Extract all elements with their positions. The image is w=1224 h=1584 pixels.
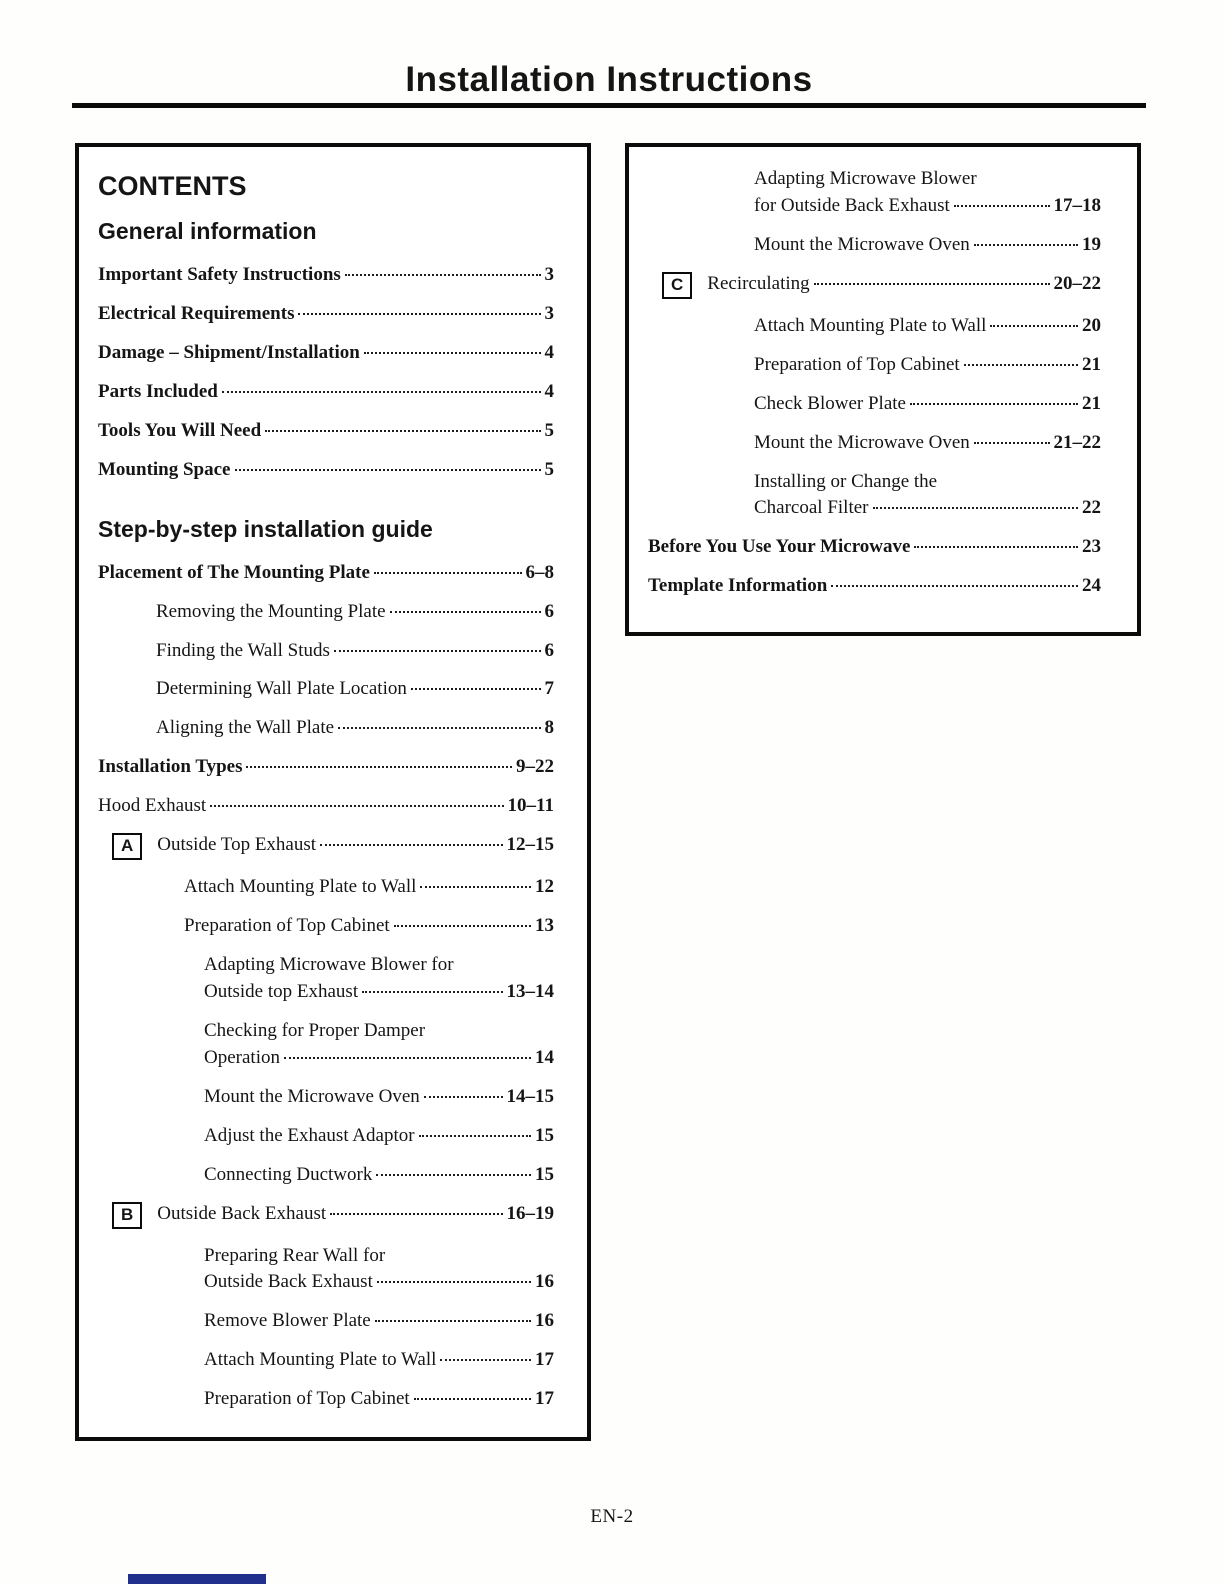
group-subheading: Step-by-step installation guide — [98, 515, 433, 542]
toc-entry-page: 14–15 — [506, 1085, 554, 1107]
toc-entry-line — [648, 574, 1101, 598]
toc-entry-page: 20–22 — [1053, 272, 1101, 294]
toc-entry-label: Electrical Requirements — [98, 302, 295, 324]
toc-entry-lines — [707, 272, 1101, 296]
toc-entry-lines — [754, 314, 1101, 338]
toc-entry-lines — [98, 302, 554, 326]
section-letter-badge: A — [112, 833, 142, 860]
toc-entry — [98, 1244, 554, 1295]
toc-entry-page: 17 — [535, 1349, 554, 1371]
toc-entry-page: 14 — [535, 1046, 554, 1068]
toc-entry-label: Attach Mounting Plate to Wall — [204, 1349, 437, 1371]
toc-entry-line — [156, 600, 554, 624]
toc-entry-lines — [204, 1309, 554, 1333]
toc-entry-lines — [754, 353, 1101, 377]
toc-entry-line — [204, 1085, 554, 1109]
toc-entry-label: Preparation of Top Cabinet — [754, 353, 960, 375]
dot-leader — [964, 364, 1078, 366]
toc-entry-label: for Outside Back Exhaust — [754, 194, 950, 216]
toc-entry-label: Attach Mounting Plate to Wall — [184, 876, 417, 898]
toc-entry-line — [754, 392, 1101, 416]
toc-entry — [98, 1387, 554, 1411]
toc-entry-lines — [204, 1019, 554, 1070]
toc-entry-page: 5 — [544, 458, 554, 480]
toc-entry-page: 5 — [544, 419, 554, 441]
toc-entry-page: 17–18 — [1053, 194, 1101, 216]
toc-entry-page: 21–22 — [1053, 431, 1101, 453]
toc-entry-page: 9–22 — [516, 756, 554, 778]
toc-entry-label: Mount the Microwave Oven — [754, 431, 970, 453]
dot-leader — [375, 1320, 531, 1322]
dot-leader — [338, 727, 540, 729]
toc-entry — [98, 1348, 554, 1372]
toc-entry-lines — [157, 1202, 554, 1226]
toc-entry-page: 3 — [544, 302, 554, 324]
toc-entry-lines — [98, 419, 554, 443]
dot-leader — [394, 925, 531, 927]
dot-leader — [374, 572, 522, 574]
toc-entry-line — [754, 431, 1101, 455]
toc-entry — [98, 794, 554, 818]
toc-entry — [98, 263, 554, 287]
toc-entry — [648, 353, 1101, 377]
toc-entry-page: 6 — [544, 600, 554, 622]
toc-entry-label: Check Blower Plate — [754, 392, 906, 414]
toc-entry-page: 12 — [535, 876, 554, 898]
dot-leader — [873, 507, 1079, 509]
toc-entry-lines — [648, 574, 1101, 598]
toc-entry-line — [204, 1244, 554, 1268]
toc-entry-page: 20 — [1082, 314, 1101, 336]
toc-entry-label: Mounting Space — [98, 458, 231, 480]
toc-entry-page: 16 — [535, 1271, 554, 1293]
dot-leader — [414, 1398, 531, 1400]
toc-entry-line — [98, 263, 554, 287]
toc-entry-label: Outside top Exhaust — [204, 980, 359, 1002]
toc-entry-label: Important Safety Instructions — [98, 264, 341, 285]
toc-entry-page: 17 — [535, 1388, 554, 1410]
toc-entry-line — [204, 1309, 554, 1333]
toc-entry-label: Mount the Microwave Oven — [204, 1085, 420, 1107]
toc-entry-label: Outside Back Exhaust — [204, 1271, 373, 1293]
toc-entry-line — [754, 314, 1101, 338]
toc-entry — [648, 314, 1101, 338]
dot-leader — [914, 546, 1078, 548]
toc-entry-line — [204, 1046, 554, 1070]
dot-leader — [390, 611, 541, 613]
dot-leader — [440, 1359, 531, 1361]
toc-entry-lines — [204, 953, 554, 1004]
toc-entry — [98, 1124, 554, 1148]
toc-entry-page: 6 — [544, 639, 554, 661]
toc-entry-line — [204, 1163, 554, 1187]
contents-box — [75, 143, 591, 1441]
section-letter-badge: B — [112, 1202, 142, 1229]
toc-entry-label: Installation Types — [98, 756, 243, 778]
toc-entry — [648, 272, 1101, 299]
toc-entry-lines — [204, 1085, 554, 1109]
toc-entry-page: 23 — [1082, 536, 1101, 558]
toc-entry — [98, 833, 554, 860]
toc-entry-lines — [204, 1244, 554, 1295]
dot-leader — [419, 1135, 531, 1137]
dot-leader — [210, 805, 503, 807]
toc-entry — [98, 1163, 554, 1187]
toc-entry-page: 16–19 — [506, 1202, 554, 1224]
toc-entry-lines — [204, 1348, 554, 1372]
toc-entry-lines — [98, 755, 554, 779]
dot-leader — [411, 688, 541, 690]
toc-entry — [98, 953, 554, 1004]
toc-entry-line — [98, 302, 554, 326]
toc-entry — [648, 392, 1101, 416]
toc-entry-lines — [98, 380, 554, 404]
toc-entry-line — [754, 233, 1101, 257]
dot-leader — [364, 352, 541, 354]
toc-entry-lines — [156, 639, 554, 663]
toc-entry — [98, 419, 554, 443]
toc-entry-label: Before You Use Your Microwave — [648, 536, 911, 558]
toc-entry-lines — [98, 458, 554, 482]
dot-leader — [284, 1057, 531, 1059]
toc-entry-line — [204, 953, 554, 977]
toc-entry-line — [204, 1019, 554, 1043]
toc-entry-lines — [156, 677, 554, 701]
toc-entry-lines — [754, 167, 1101, 218]
toc-entry-line — [98, 458, 554, 482]
toc-entry-label: Installing or Change the — [754, 470, 938, 492]
toc-entry-lines — [754, 392, 1101, 416]
toc-entry-line — [184, 914, 554, 938]
toc-entry-page: 3 — [544, 264, 554, 285]
toc-entry-page: 4 — [544, 380, 554, 402]
toc-entry-label: Outside Back Exhaust — [157, 1202, 327, 1224]
toc-entry — [98, 914, 554, 938]
toc-entry-label: Placement of The Mounting Plate — [98, 561, 370, 583]
toc-entry-lines — [204, 1163, 554, 1187]
toc-entry-line — [204, 980, 554, 1004]
contents-group — [98, 516, 554, 1412]
toc-entry — [648, 470, 1101, 521]
toc-entry — [98, 458, 554, 482]
dot-leader — [320, 844, 502, 846]
toc-entry-label: Preparing Rear Wall for — [204, 1244, 386, 1266]
contents-continued-entries — [648, 167, 1101, 598]
toc-entry — [648, 431, 1101, 455]
toc-entry-page: 21 — [1082, 353, 1101, 375]
toc-entry-label: Adapting Microwave Blower — [754, 168, 977, 189]
toc-entry-label: Outside Top Exhaust — [157, 834, 317, 856]
toc-entry — [98, 755, 554, 779]
toc-entry-lines — [204, 1124, 554, 1148]
toc-entry-page: 15 — [535, 1163, 554, 1185]
toc-entry-line — [98, 380, 554, 404]
toc-entry-lines — [754, 233, 1101, 257]
toc-entry-line — [98, 561, 554, 585]
section-letter-badge: C — [662, 272, 692, 299]
toc-entry-label: Recirculating — [707, 272, 810, 294]
toc-entry-line — [754, 194, 1101, 218]
toc-entry-line — [157, 1202, 554, 1226]
toc-entry-line — [156, 677, 554, 701]
toc-entry — [98, 341, 554, 365]
dot-leader — [910, 403, 1078, 405]
dot-leader — [377, 1281, 531, 1283]
toc-entry-label: Charcoal Filter — [754, 497, 869, 519]
toc-entry-label: Preparation of Top Cabinet — [204, 1388, 410, 1410]
toc-entry-label: Template Information — [648, 575, 828, 597]
dot-leader — [265, 430, 540, 432]
toc-entry-label: Parts Included — [98, 380, 218, 402]
toc-entry-lines — [184, 914, 554, 938]
toc-entry-page: 10–11 — [507, 795, 554, 817]
toc-entry-label: Determining Wall Plate Location — [156, 678, 407, 700]
toc-entry-page: 24 — [1082, 575, 1101, 597]
toc-entry-line — [754, 353, 1101, 377]
toc-entry — [648, 233, 1101, 257]
contents-box-continued — [625, 143, 1141, 636]
toc-entry-line — [156, 716, 554, 740]
toc-entry-label: Remove Blower Plate — [204, 1310, 371, 1332]
toc-entry-label: Checking for Proper Damper — [204, 1019, 426, 1041]
toc-entry-label: Removing the Mounting Plate — [156, 600, 386, 622]
group-subheading: General information — [98, 218, 317, 244]
toc-entry-lines — [754, 431, 1101, 455]
toc-entry — [98, 1309, 554, 1333]
toc-entry-page: 4 — [544, 341, 554, 363]
toc-entry — [98, 1019, 554, 1070]
dot-leader — [376, 1174, 531, 1176]
toc-entry-page: 16 — [535, 1310, 554, 1332]
toc-entry — [98, 1202, 554, 1229]
toc-entry-line — [707, 272, 1101, 296]
toc-entry-line — [184, 875, 554, 899]
contents-group — [98, 218, 554, 482]
toc-entry — [98, 639, 554, 663]
toc-entry — [98, 875, 554, 899]
dot-leader — [420, 886, 531, 888]
toc-entry-lines — [98, 561, 554, 585]
toc-entry-page: 12–15 — [506, 834, 554, 856]
toc-entry-label: Preparation of Top Cabinet — [184, 915, 390, 937]
dot-leader — [424, 1096, 503, 1098]
toc-entry-label: Connecting Ductwork — [204, 1163, 373, 1185]
toc-entry-line — [157, 833, 554, 857]
toc-entry — [98, 1085, 554, 1109]
toc-entry-page: 13–14 — [506, 980, 554, 1002]
contents-groups — [98, 218, 554, 1411]
toc-entry-lines — [98, 341, 554, 365]
toc-entry-label: Operation — [204, 1046, 280, 1068]
toc-entry-label: Adapting Microwave Blower for — [204, 954, 454, 975]
page-header — [72, 60, 1146, 108]
toc-entry-line — [204, 1124, 554, 1148]
dot-leader — [246, 766, 512, 768]
toc-entry — [98, 600, 554, 624]
toc-entry-page: 19 — [1082, 233, 1101, 255]
toc-entry-page: 6–8 — [525, 561, 554, 583]
toc-entry-lines — [98, 794, 554, 818]
dot-leader — [222, 391, 541, 393]
dot-leader — [362, 991, 502, 993]
toc-entry-line — [98, 419, 554, 443]
toc-entry-lines — [204, 1387, 554, 1411]
toc-entry-lines — [156, 600, 554, 624]
toc-entry — [98, 561, 554, 585]
dot-leader — [345, 274, 541, 276]
toc-entry-line — [754, 470, 1101, 494]
dot-leader — [235, 469, 541, 471]
toc-entry — [98, 716, 554, 740]
page-bottom-artifact — [128, 1574, 266, 1584]
dot-leader — [974, 244, 1078, 246]
dot-leader — [974, 442, 1050, 444]
dot-leader — [990, 325, 1078, 327]
toc-entry-label: Finding the Wall Studs — [156, 639, 330, 661]
toc-entry-lines — [156, 716, 554, 740]
dot-leader — [334, 650, 541, 652]
toc-entry-line — [754, 496, 1101, 520]
dot-leader — [814, 283, 1050, 285]
toc-entry-label: Hood Exhaust — [98, 795, 207, 817]
toc-entry-line — [204, 1387, 554, 1411]
toc-entry-page: 8 — [544, 717, 554, 739]
toc-entry — [98, 677, 554, 701]
toc-entry-label: Attach Mounting Plate to Wall — [754, 314, 987, 336]
toc-entry — [98, 380, 554, 404]
toc-entry-page: 15 — [535, 1124, 554, 1146]
toc-entry-lines — [648, 535, 1101, 559]
dot-leader — [298, 313, 540, 315]
toc-entry — [648, 535, 1101, 559]
toc-entry-page: 7 — [544, 678, 554, 700]
toc-entry-lines — [157, 833, 554, 857]
toc-entry-line — [648, 535, 1101, 559]
toc-entry-lines — [184, 875, 554, 899]
toc-entry-line — [204, 1348, 554, 1372]
toc-entry-label: Aligning the Wall Plate — [156, 717, 335, 739]
contents-heading: CONTENTS — [98, 171, 247, 201]
toc-entry-label: Tools You Will Need — [98, 419, 262, 441]
toc-entry-page: 22 — [1082, 497, 1101, 519]
toc-entry-lines — [98, 263, 554, 287]
toc-entry-page: 13 — [535, 915, 554, 937]
toc-entry-line — [204, 1270, 554, 1294]
toc-entry-label: Damage – Shipment/Installation — [98, 341, 360, 363]
toc-entry-line — [156, 639, 554, 663]
toc-entry — [98, 302, 554, 326]
toc-entry-label: Adjust the Exhaust Adaptor — [204, 1124, 415, 1146]
page-number: EN-2 — [590, 1506, 634, 1527]
toc-entry-line — [98, 794, 554, 818]
dot-leader — [330, 1213, 502, 1215]
dot-leader — [954, 205, 1050, 207]
page-title: Installation Instructions — [405, 60, 813, 99]
toc-entry-lines — [754, 470, 1101, 521]
toc-entry-page: 21 — [1082, 392, 1101, 414]
toc-entry — [648, 167, 1101, 218]
toc-entry-line — [98, 341, 554, 365]
toc-entry — [648, 574, 1101, 598]
dot-leader — [831, 585, 1078, 587]
toc-entry-line — [98, 755, 554, 779]
toc-entry-line — [754, 167, 1101, 191]
toc-entry-label: Mount the Microwave Oven — [754, 233, 970, 255]
